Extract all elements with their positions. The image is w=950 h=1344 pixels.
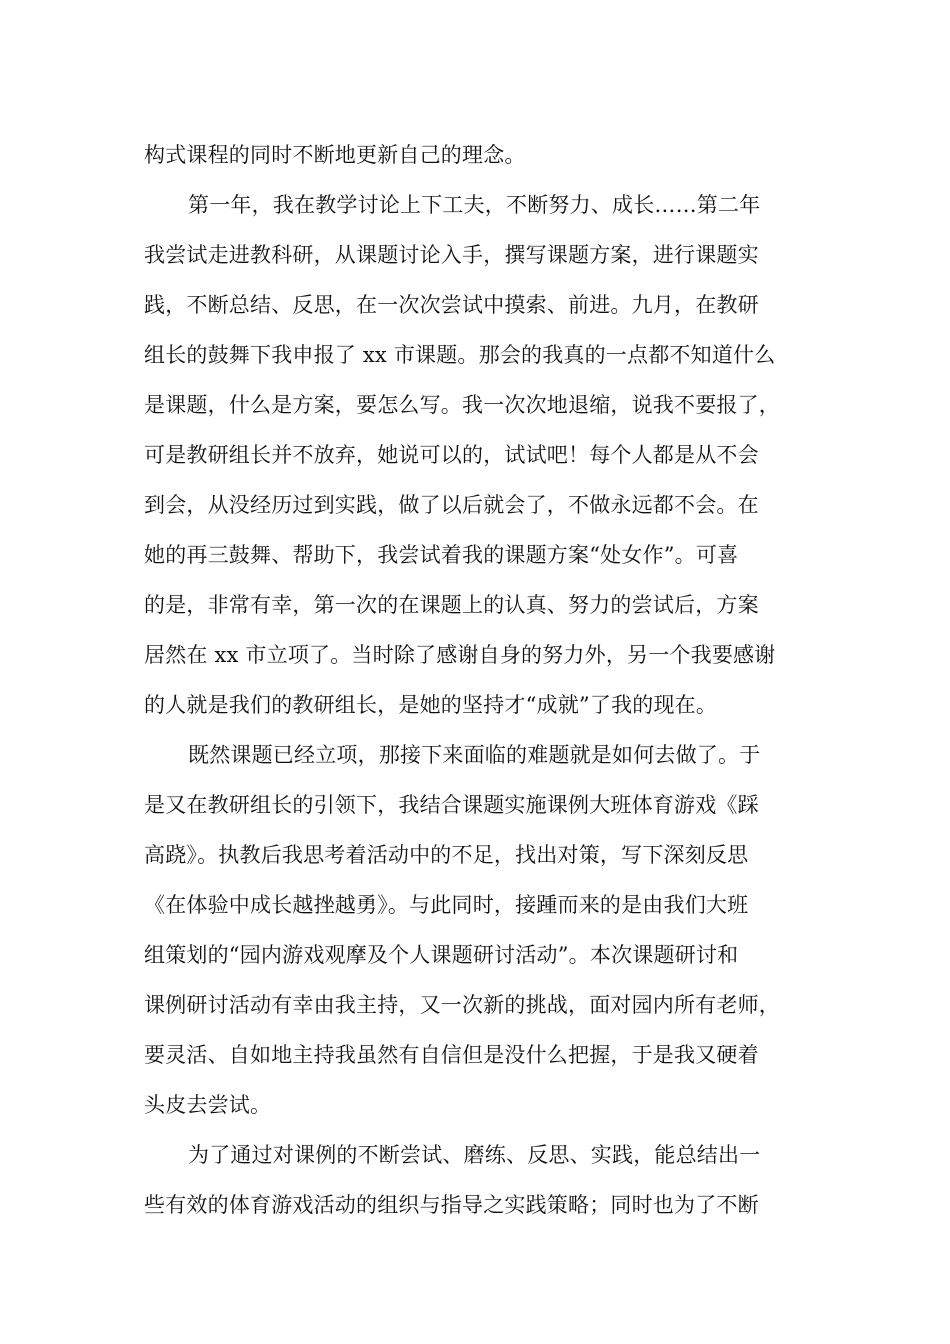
- text-line: 我尝试走进教科研，从课题讨论入手，撰写课题方案，进行课题实: [144, 243, 759, 267]
- text-line: 组长的鼓舞下我申报了 xx 市课题。那会的我真的一点都不知道什么: [144, 343, 776, 367]
- text-line: 到会，从没经历过到实践，做了以后就会了，不做永远都不会。在: [144, 493, 759, 517]
- text-line: 课例研讨活动有幸由我主持，又一次新的挑战，面对园内所有老师，: [144, 993, 780, 1017]
- text-line: 居然在 xx 市立项了。当时除了感谢自身的努力外，另一个我要感谢: [144, 643, 776, 667]
- text-line: 可是教研组长并不放弃，她说可以的，试试吧！每个人都是从不会: [144, 443, 759, 467]
- paragraph-first-line: 为了通过对课例的不断尝试、磨练、反思、实践，能总结出一: [188, 1143, 761, 1167]
- text-line: 是课题，什么是方案，要怎么写。我一次次地退缩，说我不要报了，: [144, 393, 780, 417]
- paragraph-first-line: 第一年，我在教学讨论上下工夫，不断努力、成长……第二年: [188, 193, 761, 217]
- text-line: 的是，非常有幸，第一次的在课题上的认真、努力的尝试后，方案: [144, 593, 759, 617]
- text-line: 的人就是我们的教研组长，是她的坚持才“成就”了我的现在。: [144, 693, 718, 717]
- text-line: 构式课程的同时不断地更新自己的理念。: [144, 143, 526, 167]
- text-line: 是又在教研组长的引领下，我结合课题实施课例大班体育游戏《踩: [144, 793, 759, 817]
- body-text: [144, 130, 808, 1230]
- text-line: 高跷》。执教后我思考着活动中的不足，找出对策，写下深刻反思: [144, 843, 749, 867]
- text-line: 头皮去尝试。: [144, 1093, 272, 1117]
- text-line: 些有效的体育游戏活动的组织与指导之实践策略；同时也为了不断: [144, 1193, 759, 1217]
- text-line: 践，不断总结、反思，在一次次尝试中摸索、前进。九月，在教研: [144, 293, 759, 317]
- text-line: 她的再三鼓舞、帮助下，我尝试着我的课题方案“处女作”。可喜: [144, 543, 739, 567]
- paragraph-first-line: 既然课题已经立项，那接下来面临的难题就是如何去做了。于: [188, 743, 761, 767]
- text-line: 《在体验中成长越挫越勇》。与此同时，接踵而来的是由我们大班: [144, 893, 749, 917]
- text-line: 组策划的“园内游戏观摩及个人课题研讨活动”。本次课题研讨和: [144, 943, 739, 967]
- text-line: 要灵活、自如地主持我虽然有自信但是没什么把握，于是我又硬着: [144, 1043, 759, 1067]
